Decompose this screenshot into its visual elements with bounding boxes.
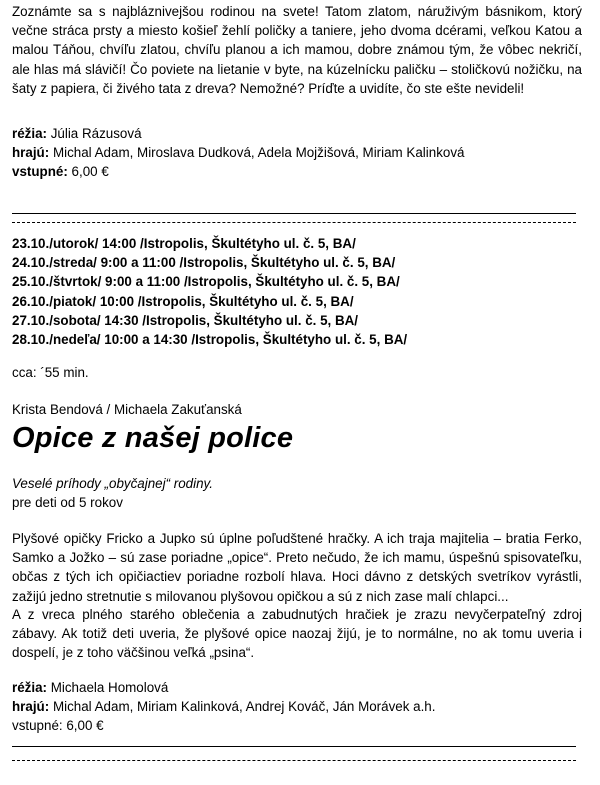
- separator-solid: [12, 213, 576, 214]
- schedule-item: 27.10./sobota/ 14:30 /Istropolis, Škultétyho ul. č. 5, BA/: [12, 312, 359, 328]
- cast-names: Michal Adam, Miroslava Dudková, Adela Mojžišová, Miriam Kalinková: [52, 145, 465, 160]
- schedule-item: 26.10./piatok/ 10:00 /Istropolis, Škultétyho ul. č. 5, BA/: [12, 293, 354, 309]
- show2-director: [12, 678, 582, 697]
- ticket-price: 6,00 €: [66, 718, 104, 733]
- schedule-list: [12, 234, 582, 349]
- show2-authors: Krista Bendová / Michaela Zakuťanská: [12, 402, 242, 417]
- ticket-price: 6,00 €: [71, 164, 109, 179]
- director-name: Michaela Homolová: [50, 680, 169, 695]
- show1-director: [12, 124, 582, 143]
- schedule-item: 25.10./štvrtok/ 9:00 a 11:00 /Istropolis, Škultétyho ul. č. 5, BA/: [12, 274, 400, 290]
- show1-ticket: [12, 162, 582, 181]
- show2-title: Opice z našej police: [12, 422, 294, 454]
- schedule-item: 24.10./streda/ 9:00 a 11:00 /Istropolis, Škultétyho ul. č. 5, BA/: [12, 255, 396, 271]
- show2-paragraph-2: A z vreca plného starého oblečenia a zabudnutých hračiek je zrazu nevyčerpateľný zdroj zábavy. Ak totiž deti uveria, že plyšové opice naozaj žijú, je to normálne, no ak tomu uveria i dospelí, je z toho väčšinou veľká „psina“.: [12, 607, 582, 661]
- show2-cast: [12, 697, 582, 716]
- show1-description: Zoznámte sa s najbláznivejšou rodinou na svete! Tatom zlatom, náruživým básnikom, ktorý večne stráca prsty a miesto košieľ žehlí poličky a taniere, jeho dvoma dcérami, veľkou Katou a malou Táňou, chvíľu zlatou, chvíľu planou a ich mamou, dobre známou tým, že vôbec nekričí, ale hlas má slávičí! Čo poviete na lietanie v byte, na kúzelnícku paličku – stoličkovú nožičku, na šaty z papiera, či živého tata z dreva? Nemožné? Príďte a uvidíte, čo ste ešte nevideli!: [12, 4, 582, 96]
- ticket-label: vstupné:: [12, 164, 68, 179]
- show2-ticket: [12, 716, 582, 735]
- cast-label: hrajú:: [12, 699, 50, 714]
- duration: cca: ´55 min.: [12, 365, 89, 380]
- show1-cast: [12, 143, 582, 162]
- ticket-label: vstupné:: [12, 718, 63, 733]
- separator-dashed: [12, 760, 576, 761]
- director-label: réžia:: [12, 126, 47, 141]
- separator-dashed: [12, 222, 576, 223]
- show2-paragraph-1: Plyšové opičky Fricko a Jupko sú úplne poľudštené hračky. A ich traja majitelia – bratia Ferko, Samko a Jožko – sú zase poriadne „opice“. Preto nečudo, že ich mamu, úspešnú spisovateľku, občas z tých ich opičiactiev poriadne rozbolí hlava. Hoci dávno z detských svetríkov vyrástli, zažijú jedno stretnutie s milovanou plyšovou opičkou a sú z nich zase malí chlapci...: [12, 531, 582, 604]
- director-name: Júlia Rázusová: [50, 126, 142, 141]
- separator-solid: [12, 746, 576, 747]
- show2-subtitle: Veselé príhody „obyčajnej“ rodiny.: [12, 476, 213, 491]
- schedule-item: 23.10./utorok/ 14:00 /Istropolis, Škultétyho ul. č. 5, BA/: [12, 236, 356, 251]
- cast-names: Michal Adam, Miriam Kalinková, Andrej Kováč, Ján Morávek a.h.: [52, 699, 436, 714]
- cast-label: hrajú:: [12, 145, 50, 160]
- show2-audience: pre deti od 5 rokov: [12, 495, 123, 510]
- director-label: réžia:: [12, 680, 47, 695]
- schedule-item: 28.10./nedeľa/ 10:00 a 14:30 /Istropolis, Škultétyho ul. č. 5, BA/: [12, 332, 408, 348]
